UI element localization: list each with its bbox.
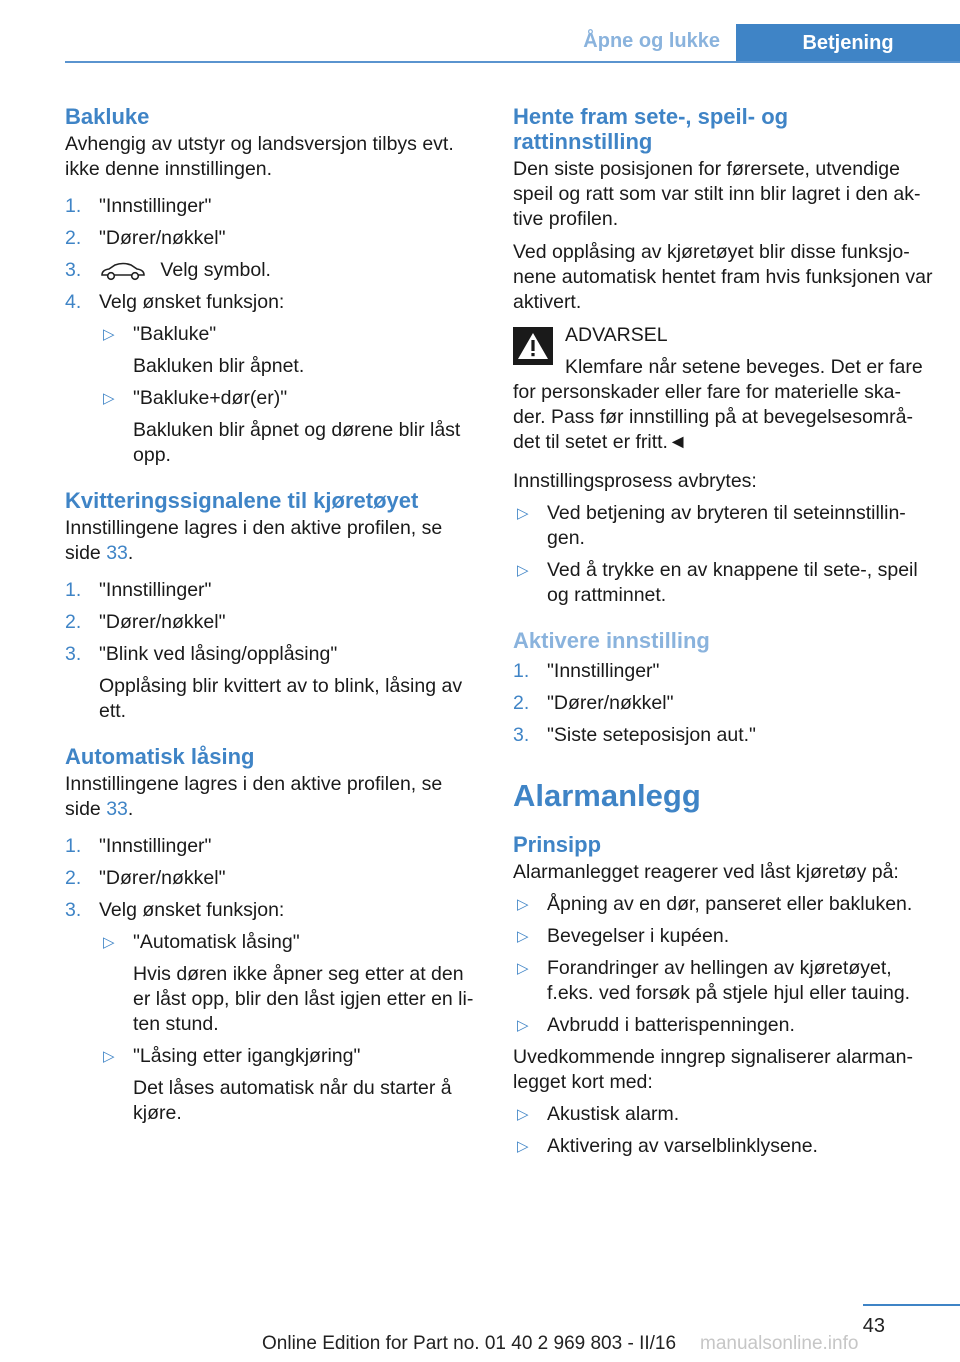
header-section-title: Åpne og lukke	[583, 30, 720, 52]
list-item	[513, 501, 933, 551]
section-kvittering	[65, 488, 480, 724]
list-item	[513, 691, 933, 716]
step-text: "Innstillinger"	[99, 835, 212, 857]
right-column	[513, 104, 933, 1159]
option-description: Hvis døren ikke åpner seg etter at den er låst opp, blir den låst igjen etter en li‐ ten stund.	[133, 963, 474, 1035]
step-text: "Siste seteposisjon aut."	[547, 724, 756, 746]
paragraph: Uvedkommende inngrep signaliserer alarman‐ legget kort med:	[513, 1046, 913, 1093]
watermark: manualsonline.info	[700, 1333, 859, 1354]
steps-list	[65, 194, 480, 468]
step-text: "Dører/nøkkel"	[99, 611, 226, 633]
list-text: Forandringer av hellingen av kjøretøyet, f.eks. ved forsøk på stjele hjul eller tauing.	[547, 957, 911, 1004]
step-text: "Innstillinger"	[99, 579, 212, 601]
section-alarmanlegg	[513, 778, 933, 1159]
step-text: Velg ønsket funksjon:	[99, 899, 285, 921]
list-item	[65, 898, 480, 1126]
triangle-bullet-icon: ▷	[517, 1017, 529, 1034]
list-item	[65, 226, 480, 251]
list-text: Avbrudd i batterispenningen.	[547, 1014, 795, 1036]
triangle-bullet-icon: ▷	[517, 896, 529, 913]
triangle-bullet-icon: ▷	[103, 390, 115, 407]
triangle-bullet-icon: ▷	[103, 326, 115, 343]
triangle-bullet-icon: ▷	[517, 562, 529, 579]
section-aktivere-innstilling	[513, 628, 933, 748]
step-number: 1.	[513, 660, 530, 682]
step-text: "Innstillinger"	[99, 195, 212, 217]
section-intro: Avhengig av utstyr og landsversjon tilbys evt. ikke denne innstillingen.	[65, 133, 454, 180]
step-number: 3.	[65, 899, 82, 921]
list-item	[513, 1102, 933, 1127]
list-item	[65, 866, 480, 891]
section-title: Hente fram sete-, speil- og rattinnstilling	[513, 104, 789, 154]
header-rule	[65, 61, 960, 63]
intro-text: .	[127, 542, 134, 564]
list-text: Bevegelser i kupéen.	[547, 925, 730, 947]
step-text: Velg symbol.	[160, 259, 271, 281]
section-hente-fram	[513, 104, 933, 608]
list-item	[99, 1044, 480, 1126]
section-title: Kvitteringssignalene til kjøretøyet	[65, 488, 419, 513]
list-item	[65, 610, 480, 635]
list-item	[513, 723, 933, 748]
triangle-bullet-icon: ▷	[517, 1138, 529, 1155]
options-list	[99, 930, 480, 1126]
list-item	[99, 386, 480, 468]
step-number: 3.	[65, 259, 82, 281]
step-number: 3.	[513, 724, 530, 746]
step-text: "Dører/nøkkel"	[99, 227, 226, 249]
section-intro	[65, 516, 480, 566]
list-item	[65, 578, 480, 603]
chapter-title: Alarmanlegg	[513, 778, 701, 813]
triangle-bullet-icon: ▷	[517, 928, 529, 945]
list-item	[65, 642, 480, 724]
step-text: "Dører/nøkkel"	[99, 867, 226, 889]
triangle-bullet-icon: ▷	[103, 1048, 115, 1065]
list-item	[513, 558, 933, 608]
list-item	[513, 1134, 933, 1159]
option-label: "Bakluke+dør(er)"	[133, 387, 288, 409]
options-list	[99, 322, 480, 468]
list-text: Akustisk alarm.	[547, 1103, 680, 1125]
option-label: "Automatisk låsing"	[133, 931, 300, 953]
step-number: 2.	[65, 867, 82, 889]
section-title: Automatisk låsing	[65, 744, 255, 769]
list-text: Åpning av en dør, panseret eller bakluken.	[547, 893, 913, 915]
steps-list	[513, 659, 933, 748]
list-item	[99, 322, 480, 379]
list-item	[65, 194, 480, 219]
paragraph: Alarmanlegget reagerer ved låst kjøretøy på:	[513, 861, 899, 883]
list-item	[65, 258, 480, 283]
list-text: Ved betjening av bryteren til seteinnstillin‐ gen.	[547, 502, 906, 549]
step-text: "Dører/nøkkel"	[547, 692, 674, 714]
section-automatisk-lasing	[65, 744, 480, 1126]
step-number: 2.	[65, 611, 82, 633]
triangle-bullet-icon: ▷	[517, 960, 529, 977]
option-description: Bakluken blir åpnet og dørene blir låst opp.	[133, 419, 461, 466]
option-description: Det låses automatisk når du starter å kjøre.	[133, 1077, 452, 1124]
step-number: 2.	[513, 692, 530, 714]
warning-title: ADVARSEL	[565, 324, 668, 346]
warning-box	[513, 323, 933, 455]
step-number: 1.	[65, 195, 82, 217]
list-item	[513, 956, 933, 1006]
paragraph: Ved opplåsing av kjøretøyet blir disse funksjo‐ nene automatisk hentet fram hvis funksjonen var aktivert.	[513, 241, 933, 313]
header-chapter-tab: Betjening	[736, 24, 960, 62]
paragraph: Den siste posisjonen for førersete, utvendige speil og ratt som var stilt inn blir lagret i den ak‐ tive profilen.	[513, 158, 921, 230]
option-label: "Låsing etter igangkjøring"	[133, 1045, 361, 1067]
section-title: Aktivere innstilling	[513, 628, 710, 653]
footer-rule	[863, 1304, 960, 1306]
steps-list	[65, 834, 480, 1126]
step-number: 3.	[65, 643, 82, 665]
option-description: Bakluken blir åpnet.	[133, 355, 305, 377]
triangle-bullet-icon: ▷	[103, 934, 115, 951]
list-item	[513, 659, 933, 684]
car-symbol-icon	[99, 260, 147, 282]
warning-triangle-icon	[513, 327, 553, 365]
section-title: Bakluke	[65, 104, 150, 129]
list-text: Aktivering av varselblinklysene.	[547, 1135, 818, 1157]
section-intro	[65, 772, 480, 822]
step-number: 1.	[65, 835, 82, 857]
list-item	[65, 834, 480, 859]
section-title: Prinsipp	[513, 832, 602, 857]
list-item	[513, 1013, 933, 1038]
trigger-list	[513, 892, 933, 1038]
step-text: "Innstillinger"	[547, 660, 660, 682]
steps-list	[65, 578, 480, 724]
step-number: 4.	[65, 291, 82, 313]
section-bakluke	[65, 104, 480, 468]
paragraph: Innstillingsprosess avbrytes:	[513, 470, 757, 492]
abort-list	[513, 501, 933, 608]
list-item	[513, 924, 933, 949]
step-text: Velg ønsket funksjon:	[99, 291, 285, 313]
list-item	[65, 290, 480, 468]
option-label: "Bakluke"	[133, 323, 217, 345]
edition-footer: Online Edition for Part no. 01 40 2 969 803 - II/16	[262, 1333, 677, 1354]
page-number: 43	[862, 1315, 885, 1337]
page-link[interactable]: 33	[106, 542, 128, 564]
triangle-bullet-icon: ▷	[517, 1106, 529, 1123]
signal-list	[513, 1102, 933, 1159]
page-link[interactable]: 33	[106, 798, 128, 820]
triangle-bullet-icon: ▷	[517, 505, 529, 522]
list-item	[513, 892, 933, 917]
intro-text: Innstillingene lagres i den aktive profilen, se side	[65, 517, 443, 564]
step-number: 1.	[65, 579, 82, 601]
intro-text: .	[127, 798, 134, 820]
step-text: "Blink ved låsing/opplåsing"	[99, 643, 338, 665]
step-number: 2.	[65, 227, 82, 249]
list-item	[99, 930, 480, 1037]
warning-lead: Klemfare når setene beveges. Det er fare	[565, 356, 923, 378]
step-description: Opplåsing blir kvittert av to blink, låsing av ett.	[99, 675, 463, 722]
list-text: Ved å trykke en av knappene til sete-, speil og rattminnet.	[547, 559, 918, 606]
left-column	[65, 104, 480, 1126]
intro-text: Innstillingene lagres i den aktive profilen, se side	[65, 773, 443, 820]
warning-text: for personskader eller fare for materielle ska‐ der. Pass før innstilling på at bevegelsesområ‐ det til setet er fritt.◄	[513, 381, 913, 453]
